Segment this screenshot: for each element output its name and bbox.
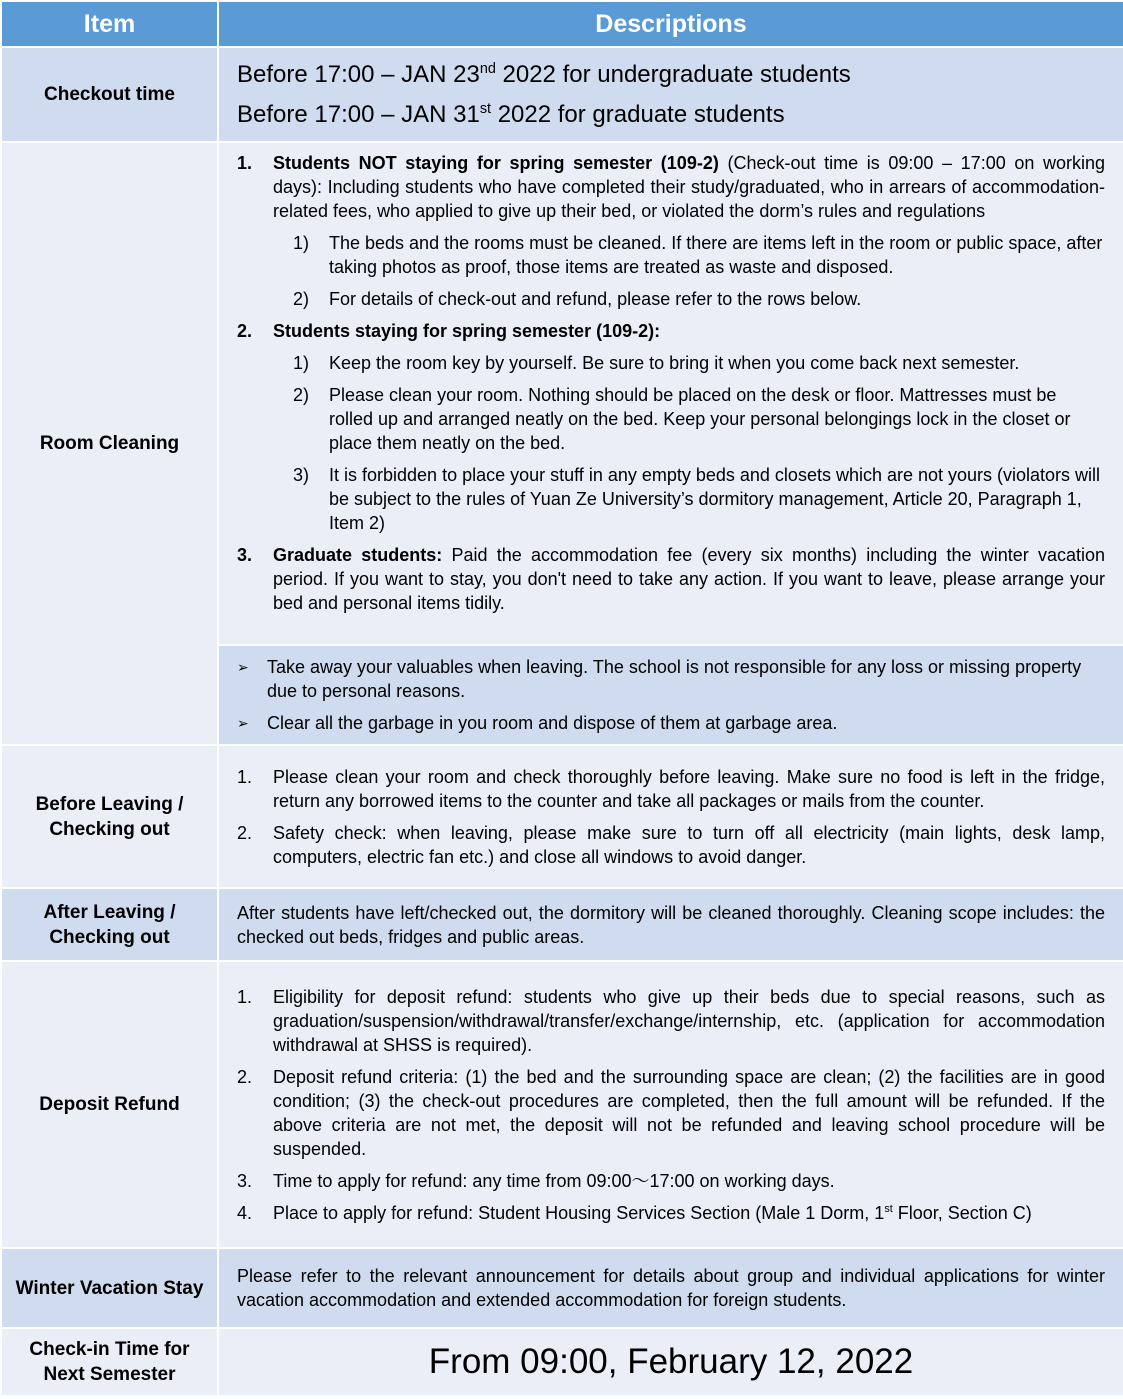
row-checkout-time: [1, 47, 1123, 142]
row-room-cleaning: [1, 142, 1123, 645]
row-label: Winter Vacation Stay: [1, 1248, 218, 1328]
row-description: [218, 142, 1123, 645]
sub-list-item: 1) Keep the room key by yourself. Be sure to bring it when you come back next semester.: [293, 353, 1020, 373]
bullet-item: ➢ Take away your valuables when leaving. The school is not responsible for any loss or missing property due to personal reasons.: [237, 657, 1082, 701]
row-label: Checkout time: [1, 47, 218, 142]
row-checkin: [1, 1328, 1123, 1396]
row-label: After Leaving / Checking out: [1, 888, 218, 961]
row-label: Deposit Refund: [1, 961, 218, 1248]
row-label: Before Leaving / Checking out: [1, 745, 218, 888]
list-item: 2. Students staying for spring semester (109-2):: [237, 321, 661, 341]
sub-list-item: 1) The beds and the rooms must be cleaned. If there are items left in the room or public space, after taking photos as proof, those items are treated as waste and disposed.: [293, 233, 1103, 277]
list-item: 2. Safety check: when leaving, please make sure to turn off all electricity (main lights, desk lamp, computers, electric fan etc.) and close all windows to avoid danger.: [237, 822, 1105, 867]
arrowhead-bullet-icon: ➢: [237, 659, 249, 675]
row-description: [218, 47, 1123, 142]
row-description: [218, 645, 1123, 745]
checkout-line-grad: Before 17:00 – JAN 31st 2022 for graduate students: [237, 100, 785, 128]
row-label: Room Cleaning: [1, 142, 218, 745]
sub-list-item: 3) It is forbidden to place your stuff in any empty beds and closets which are not yours (violators will be subject to the rules of Yuan Ze University’s dormitory management, Article 20, Paragraph 1, Item 2): [293, 465, 1101, 533]
row-description: [218, 961, 1123, 1248]
list-item: 1. Students NOT staying for spring semester (109-2) (Check-out time is 09:00 – 17:00 on working days): Including students who have completed their study/graduated, who in arrears of accommodation-related fees, who applied to give up their bed, or violated the dorm’s rules and regulations: [237, 153, 1106, 221]
after-text: After students have left/checked out, the dormitory will be cleaned thoroughly. Cleaning scope includes: the checked out beds, fridges and public areas.: [237, 902, 1105, 947]
row-description: [218, 888, 1123, 961]
arrowhead-bullet-icon: ➢: [237, 715, 249, 731]
sub-list-item: 2) Please clean your room. Nothing should be placed on the desk or floor. Mattresses must be rolled up and arranged neatly on the bed. Keep your personal belongings lock in the closet or place them neatly on the bed.: [293, 385, 1071, 453]
row-description: [218, 1248, 1123, 1328]
row-after-leaving: [1, 888, 1123, 961]
list-item: 1. Please clean your room and check thoroughly before leaving. Make sure no food is left in the fridge, return any borrowed items to the counter and take all packages or mails from the counter.: [237, 766, 1105, 811]
row-winter-vacation: [1, 1248, 1123, 1328]
sub-list-item: 2) For details of check-out and refund, please refer to the rows below.: [293, 289, 862, 309]
list-item: 3. Graduate students: Paid the accommodation fee (every six months) including the winter vacation period. If you want to stay, you don't need to take any action. If you want to leave, please arrange your bed and personal items tidily.: [237, 545, 1105, 613]
checkout-line-undergrad: Before 17:00 – JAN 23nd 2022 for undergraduate students: [237, 60, 851, 88]
list-item: 3. Time to apply for refund: any time from 09:00～17:00 on working days.: [237, 1170, 835, 1191]
row-before-leaving: [1, 745, 1123, 888]
checkin-date: From 09:00, February 12, 2022: [218, 1328, 1123, 1396]
row-deposit-refund: [1, 961, 1123, 1248]
header-item: Item: [1, 1, 218, 47]
list-item: 4. Place to apply for refund: Student Housing Services Section (Male 1 Dorm, 1st Floor, Section C): [237, 1202, 1032, 1223]
row-label: Check-in Time for Next Semester: [1, 1328, 218, 1396]
row-description: [218, 745, 1123, 888]
list-item: 1. Eligibility for deposit refund: students who give up their beds due to special reasons, such as graduation/suspension/withdrawal/transfer/exchange/internship, etc. (application for accommodation withdrawal at SHSS is required).: [237, 986, 1105, 1055]
header-row: [1, 1, 1123, 47]
list-item: 2. Deposit refund criteria: (1) the bed and the surrounding space are clean; (2) the facilities are in good condition; (3) the check-out procedures are completed, then the full amount will be refunded. If the above criteria are not met, the deposit will not be refunded and leaving school procedure will be suspended.: [237, 1066, 1105, 1159]
header-descriptions: Descriptions: [218, 1, 1123, 47]
bullet-item: ➢ Clear all the garbage in you room and dispose of them at garbage area.: [237, 713, 838, 733]
winter-text: Please refer to the relevant announcement for details about group and individual applications for winter vacation accommodation and extended accommodation for foreign students.: [237, 1266, 1105, 1310]
